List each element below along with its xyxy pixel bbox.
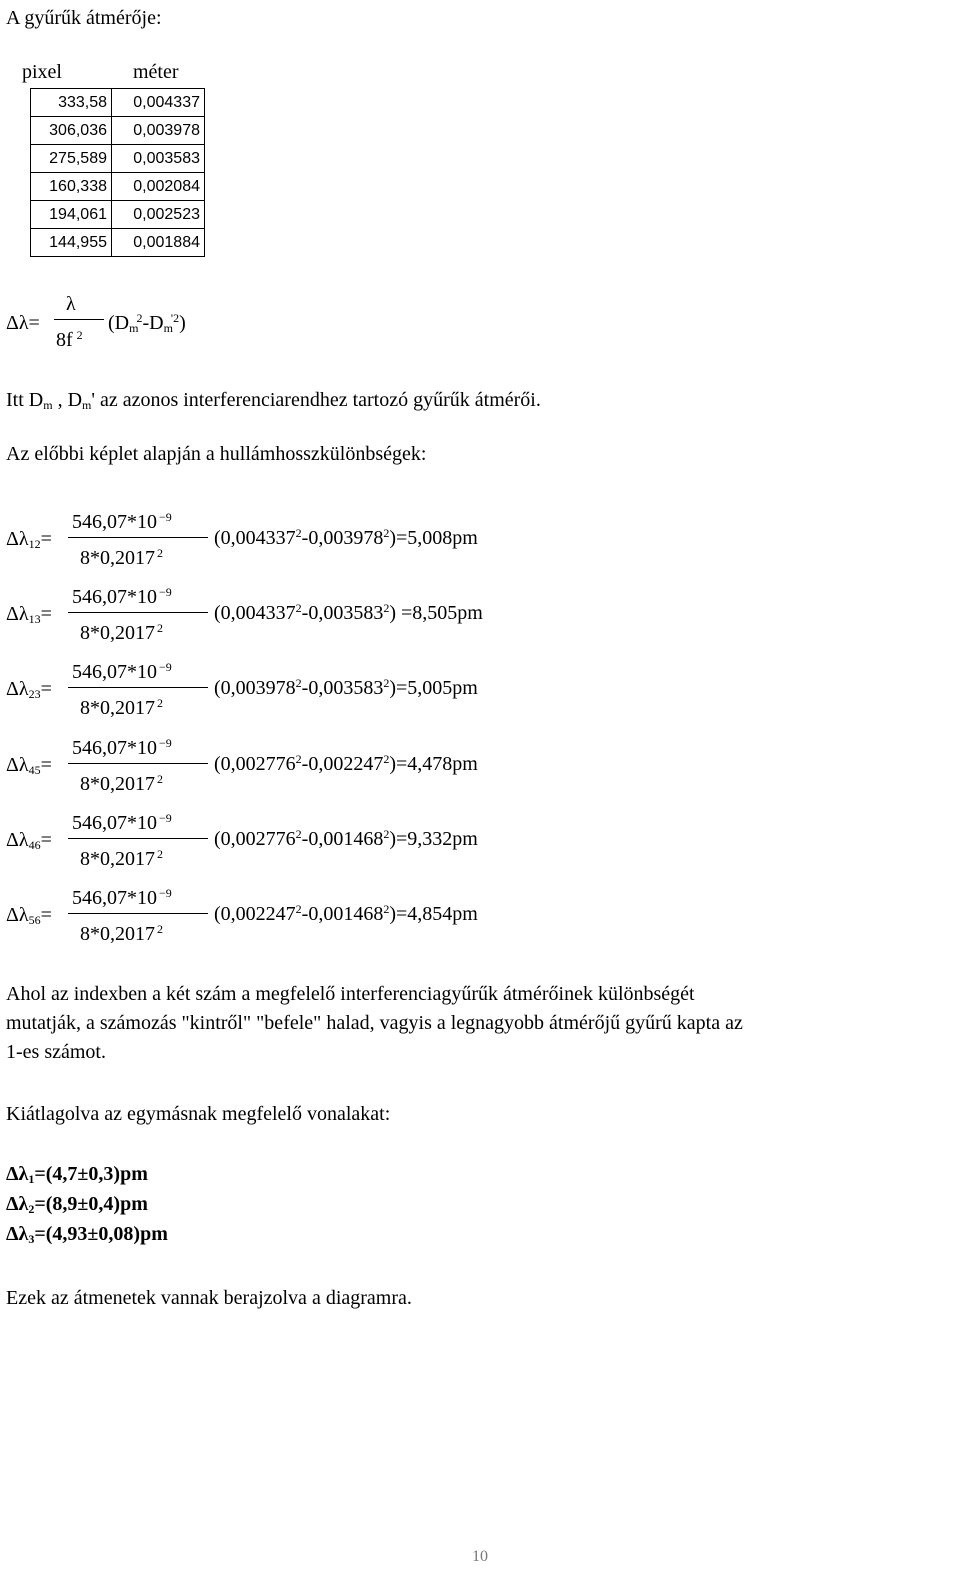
fraction-denominator: 8*0,2017 $^2$	[80, 621, 163, 644]
difference-expression: $(0,002247^2-0,001468^2)=4,854pm$	[214, 902, 478, 925]
fraction-denominator: 8*0,2017 $^2$	[80, 922, 163, 945]
pixel-cell: 306,036	[31, 117, 112, 145]
closing-text: Ezek az átmenetek vannak berajzolva a diagramra.	[6, 1287, 412, 1309]
fraction-numerator: 546,07*10 $^{-9}$	[72, 660, 172, 683]
fraction-numerator: 546,07*10 $^{-9}$	[72, 886, 172, 909]
fraction-bar	[68, 612, 208, 613]
formula-lhs: Δλ=	[6, 312, 40, 334]
table-row	[31, 117, 205, 145]
formula-rhs: $(D_m^2-D_m^{'2})$	[108, 311, 186, 335]
difference-label: $\Delta\lambda_{56}=$	[6, 904, 52, 927]
meter-cell: 0,004337	[112, 89, 205, 117]
table-row	[31, 201, 205, 229]
meter-cell: 0,002084	[112, 173, 205, 201]
difference-expression: $(0,004337^2-0,003583^2) =8,505pm$	[214, 601, 483, 624]
fraction-bar	[68, 537, 208, 538]
formula-fraction-bar	[54, 319, 104, 320]
difference-expression: $(0,003978^2-0,003583^2)=5,005pm$	[214, 676, 478, 699]
difference-expression: $(0,004337^2-0,003978^2)=5,008pm$	[214, 526, 478, 549]
fraction-denominator: 8*0,2017 $^2$	[80, 546, 163, 569]
result-line: $\Delta\lambda_1=(4,7\pm 0,3)pm$	[6, 1163, 148, 1186]
meter-cell: 0,001884	[112, 229, 205, 257]
explanation-line-2: mutatják, a számozás "kintről" "befele" halad, vagyis a legnagyobb átmérőjű gyűrű kapta az	[6, 1012, 743, 1034]
difference-label: $\Delta\lambda_{23}=$	[6, 678, 52, 701]
fraction-numerator: 546,07*10 $^{-9}$	[72, 585, 172, 608]
meter-cell: 0,002523	[112, 201, 205, 229]
fraction-numerator: 546,07*10 $^{-9}$	[72, 811, 172, 834]
formula-denominator: 8f $^2$	[56, 328, 83, 351]
fraction-bar	[68, 687, 208, 688]
pixel-cell: 160,338	[31, 173, 112, 201]
fraction-bar	[68, 838, 208, 839]
pixel-cell: 275,589	[31, 145, 112, 173]
pixel-cell: 194,061	[31, 201, 112, 229]
explanation-line-1: Ahol az indexben a két szám a megfelelő interferenciagyűrűk átmérőinek különbségét	[6, 983, 695, 1005]
table-row	[31, 173, 205, 201]
definition-line: Itt $D_m$ , $D_m'$ az azonos interferenciarendhez tartozó gyűrűk átmérői.	[6, 389, 541, 412]
difference-label: $\Delta\lambda_{13}=$	[6, 603, 52, 626]
difference-label: $\Delta\lambda_{12}=$	[6, 528, 52, 551]
fraction-bar	[68, 913, 208, 914]
diameter-table	[30, 88, 205, 257]
fraction-numerator: 546,07*10 $^{-9}$	[72, 510, 172, 533]
table-header-meter: méter	[133, 61, 179, 83]
fraction-denominator: 8*0,2017 $^2$	[80, 696, 163, 719]
fraction-denominator: 8*0,2017 $^2$	[80, 772, 163, 795]
result-line: $\Delta\lambda_3=(4,93\pm 0,08)pm$	[6, 1223, 168, 1246]
section-heading: A gyűrűk átmérője:	[6, 7, 162, 29]
difference-expression: $(0,002776^2-0,001468^2)=9,332pm$	[214, 827, 478, 850]
pixel-cell: 333,58	[31, 89, 112, 117]
page-number: 10	[472, 1548, 488, 1565]
table-row	[31, 229, 205, 257]
difference-label: $\Delta\lambda_{46}=$	[6, 829, 52, 852]
meter-cell: 0,003978	[112, 117, 205, 145]
table-row	[31, 89, 205, 117]
fraction-denominator: 8*0,2017 $^2$	[80, 847, 163, 870]
table-header-pixel: pixel	[22, 61, 62, 83]
intro-text: Az előbbi képlet alapján a hullámhosszkülönbségek:	[6, 443, 427, 465]
result-line: $\Delta\lambda_2=(8,9\pm 0,4)pm$	[6, 1193, 148, 1216]
explanation-line-3: 1-es számot.	[6, 1041, 106, 1063]
fraction-bar	[68, 763, 208, 764]
pixel-cell: 144,955	[31, 229, 112, 257]
fraction-numerator: 546,07*10 $^{-9}$	[72, 736, 172, 759]
difference-expression: $(0,002776^2-0,002247^2)=4,478pm$	[214, 752, 478, 775]
meter-cell: 0,003583	[112, 145, 205, 173]
difference-label: $\Delta\lambda_{45}=$	[6, 754, 52, 777]
summary-intro: Kiátlagolva az egymásnak megfelelő vonalakat:	[6, 1103, 391, 1125]
formula-numerator: λ	[66, 293, 76, 315]
table-row	[31, 145, 205, 173]
